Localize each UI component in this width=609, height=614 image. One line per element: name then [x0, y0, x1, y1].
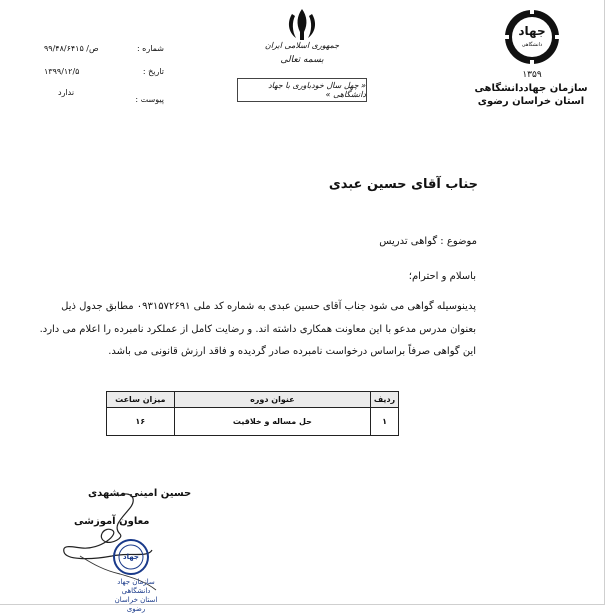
emblem-caption-line1: جمهوری اسلامی ایران [264, 41, 340, 50]
letter-attachment-label: پیوست : [135, 95, 164, 104]
emblem-caption [256, 41, 348, 65]
body-line-2: بعنوان مدرس مدعو با این معاونت همکاری داشته اند. و رضایت کامل از عملکرد نامبرده را اعلام می دارد. [39, 324, 476, 335]
jahad-logo-subtext: دانشگاهی [521, 42, 543, 48]
letter-date: ۱۳۹۹/۱۲/۵ [44, 67, 80, 76]
stamp-caption-line2: استان خراسان رضوی [114, 596, 158, 613]
letter-number: ۹۹/۴۸/۶۴۱۵ /ص [44, 44, 99, 53]
stamp-logo-text: جهاد [123, 553, 139, 561]
meta-date-row [44, 67, 164, 79]
letter-date-label: تاریخ : [142, 67, 164, 76]
meta-number-row [44, 44, 164, 56]
signatory-title: معاون آموزشی [74, 516, 150, 527]
letter-number-label: شماره : [136, 44, 164, 53]
recipient-title: جناب آقای حسین عبدی [328, 177, 478, 192]
col-header-hours: میزان ساعت [107, 392, 175, 408]
organization-name [468, 82, 594, 108]
cell-row-number: ۱ [371, 408, 399, 436]
col-header-row-number: ردیف [371, 392, 399, 408]
col-header-course-title: عنوان دوره [174, 392, 370, 408]
stamp-caption [108, 578, 164, 614]
table-header-row [107, 392, 399, 408]
cell-course-title: حل مساله و خلاقیت [174, 408, 370, 436]
jahad-logo-text: جهاد [518, 24, 546, 38]
anniversary-tagline: « چهل سال خودباوری با جهاد دانشگاهی » [237, 78, 367, 102]
iran-emblem-icon [283, 6, 321, 44]
stamp-caption-line1: سازمان جهاد دانشگاهی [117, 578, 155, 595]
bismillah-text: بسمه تعالی [280, 55, 324, 65]
table-row [107, 408, 399, 436]
course-table [106, 391, 399, 436]
letter-attachment: ندارد [58, 88, 75, 97]
organization-name-line1: سازمان جهاددانشگاهی [474, 83, 588, 94]
body-line-1: پدینوسیله گواهی می شود جناب آقای حسین عبدی به شماره کد ملی ۰۹۳۱۵۷۲۶۹۱ مطابق جدول ذیل [61, 301, 476, 312]
signatory-name: حسین امینی مشهدی [88, 488, 192, 499]
body-line-3: این گواهی صرفاً براساس درخواست نامبرده صادر گردیده و فاقد ارزش قانونی می باشد. [108, 346, 476, 357]
jahad-stamp-icon [112, 538, 150, 576]
letter-subject: موضوع : گواهی تدریس [379, 236, 477, 247]
meta-attachment-row [44, 88, 164, 104]
letter-greeting: باسلام و احترام؛ [408, 271, 476, 282]
jahad-logo-icon [503, 8, 561, 66]
cell-hours: ۱۶ [107, 408, 175, 436]
organization-name-line2: استان خراسان رضوی [477, 96, 585, 107]
founded-year: ۱۳۵۹ [522, 70, 542, 80]
